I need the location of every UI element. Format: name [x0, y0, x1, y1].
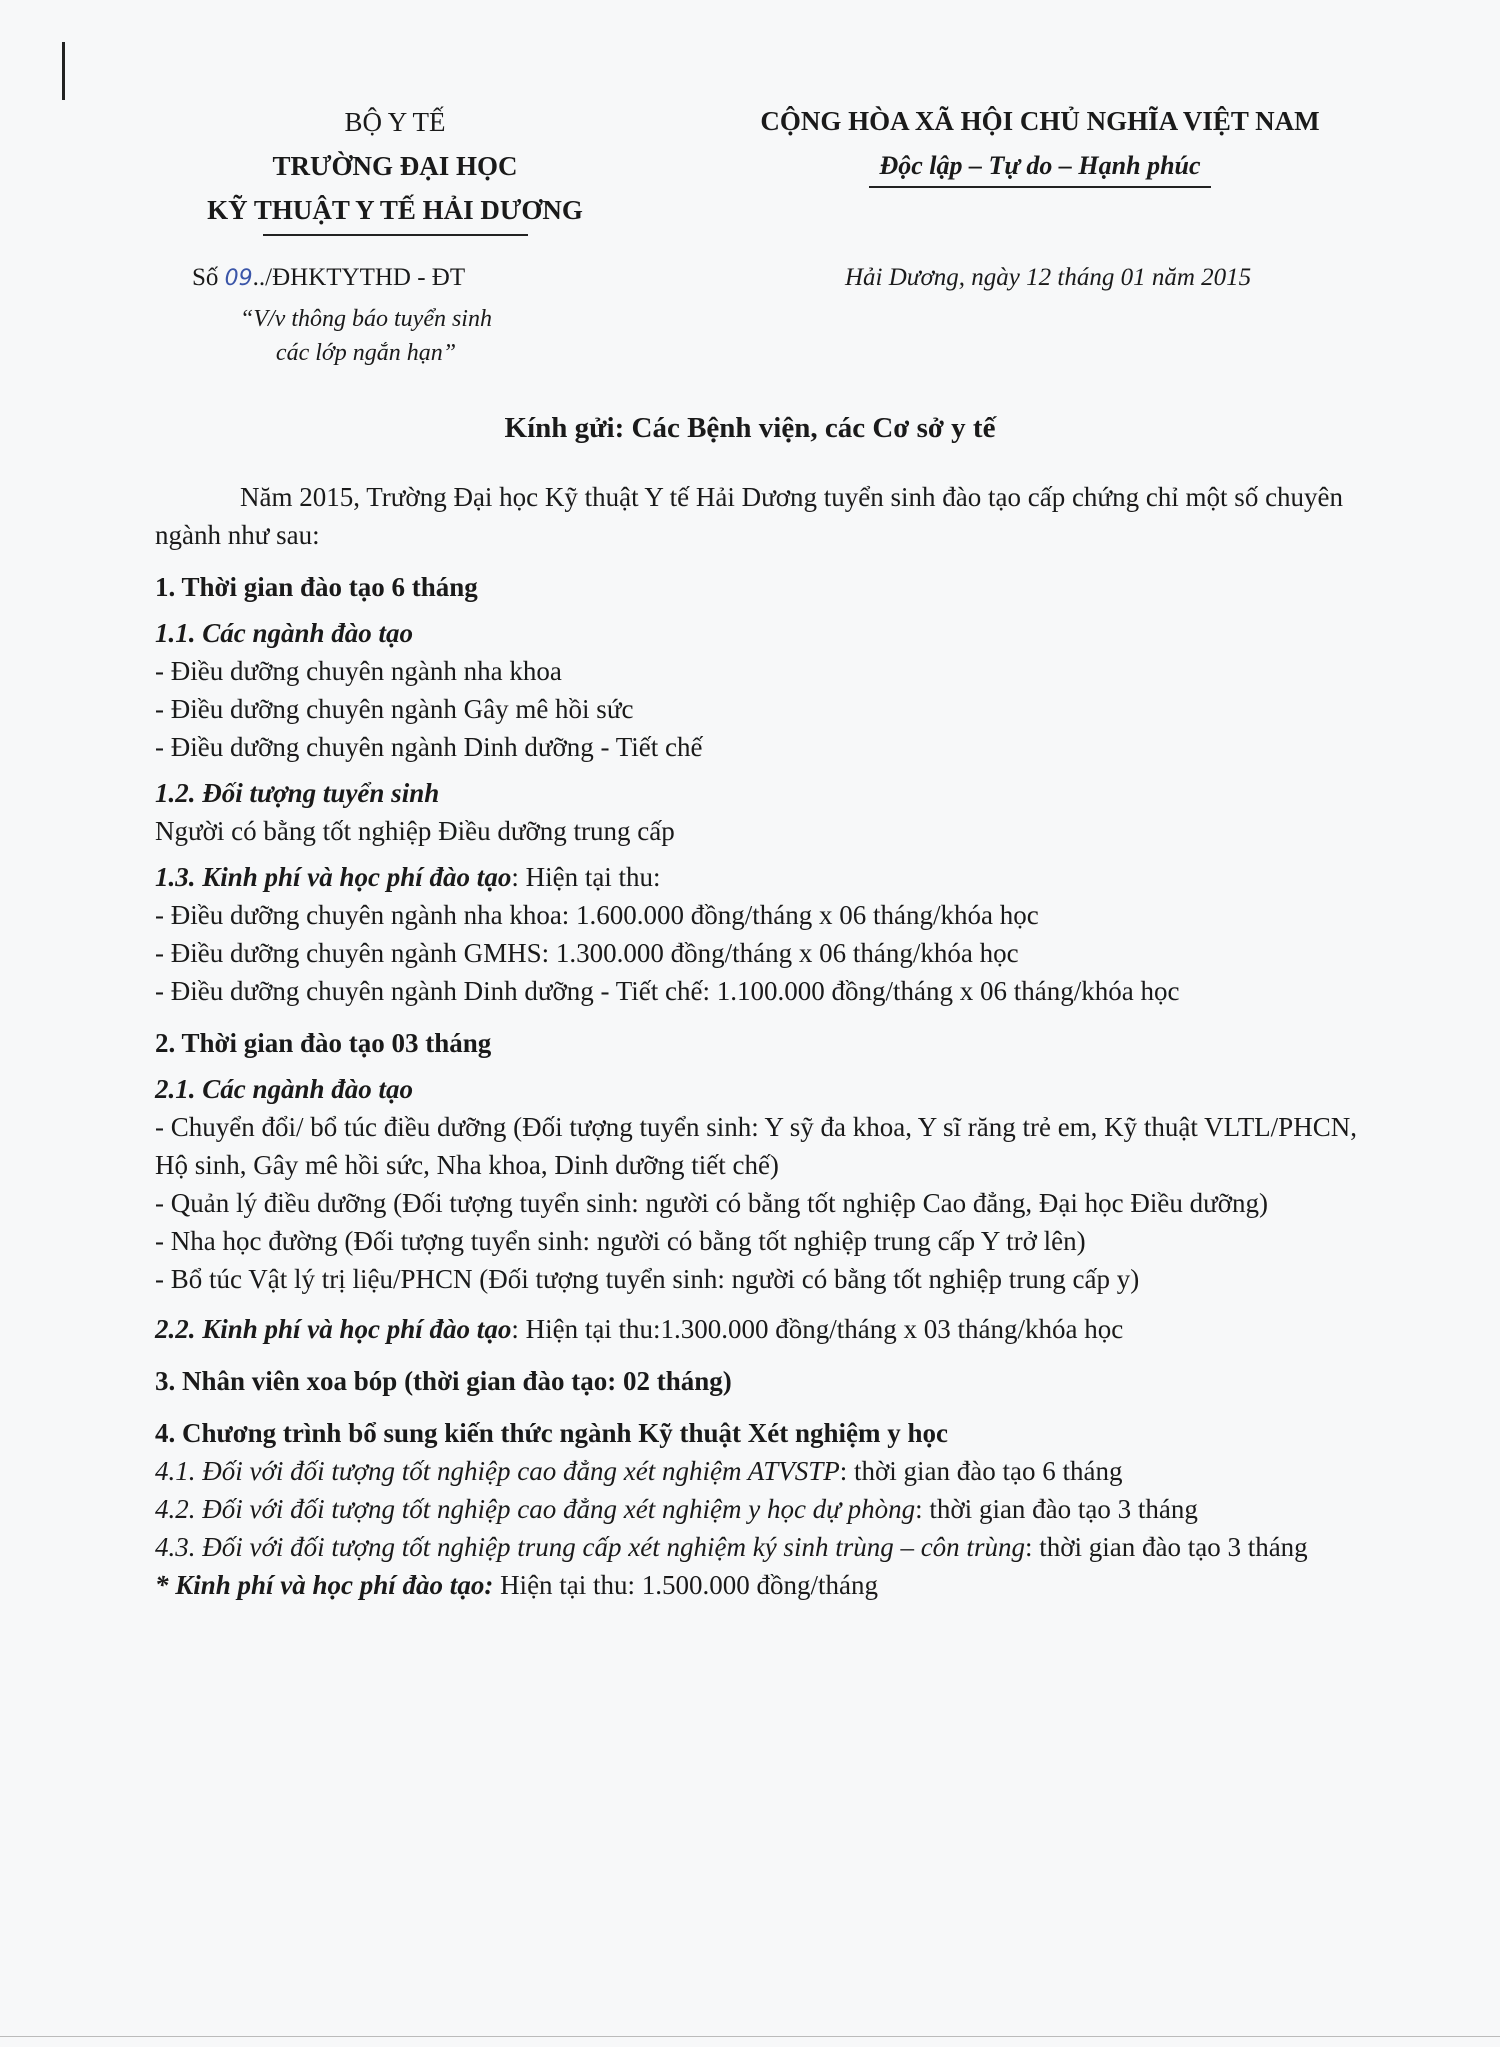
- section-2-2-title: 2.2. Kinh phí và học phí đào tạo: [155, 1314, 512, 1344]
- section-1-1-title: 1.1. Các ngành đào tạo: [155, 618, 414, 648]
- list-item: - Điều dưỡng chuyên ngành GMHS: 1.300.000 đồng/tháng x 06 tháng/khóa học: [155, 938, 1019, 968]
- list-item: - Điều dưỡng chuyên ngành Gây mê hồi sức: [155, 694, 634, 724]
- list-item: - Quản lý điều dưỡng (Đối tượng tuyển sinh: người có bằng tốt nghiệp Cao đẳng, Đại học Điều dưỡng): [155, 1188, 1268, 1218]
- section-1-2-text: Người có bằng tốt nghiệp Điều dưỡng trung cấp: [155, 816, 675, 846]
- document-body: [155, 478, 1370, 1604]
- section-4-2: 4.2. Đối với đối tượng tốt nghiệp cao đẳng xét nghiệm y học dự phòng: thời gian đào tạo 3 tháng: [155, 1494, 1198, 1524]
- list-item: - Điều dưỡng chuyên ngành Dinh dưỡng - Tiết chế: 1.100.000 đồng/tháng x 06 tháng/khóa học: [155, 976, 1180, 1006]
- motto-underline: [869, 186, 1211, 188]
- section-4-title: 4. Chương trình bổ sung kiến thức ngành Kỹ thuật Xét nghiệm y học: [155, 1418, 949, 1448]
- section-1-3-title: 1.3. Kinh phí và học phí đào tạo: [155, 862, 512, 892]
- section-1-3-line: 1.3. Kinh phí và học phí đào tạo: Hiện tại thu:: [155, 862, 661, 892]
- page-bottom-edge: [0, 2036, 1500, 2037]
- list-item: - Điều dưỡng chuyên ngành nha khoa: 1.600.000 đồng/tháng x 06 tháng/khóa học: [155, 900, 1039, 930]
- national-header: [715, 96, 1365, 188]
- date-line: Hải Dương, ngày 12 tháng 01 năm 2015: [845, 264, 1252, 291]
- section-4-fee: * Kinh phí và học phí đào tạo: Hiện tại thu: 1.500.000 đồng/tháng: [155, 1570, 879, 1600]
- country-name: CỘNG HÒA XÃ HỘI CHỦ NGHĨA VIỆT NAM: [760, 106, 1320, 136]
- list-item: - Chuyển đổi/ bổ túc điều dưỡng (Đối tượng tuyển sinh: Y sỹ đa khoa, Y sĩ răng trẻ em, Kỹ thuật VLTL/PHCN, Hộ sinh, Gây mê hồi sức, Nha khoa, Dinh dưỡng tiết chế): [155, 1112, 1357, 1180]
- document-subject: “V/v thông báo tuyển sinh các lớp ngắn hạn”: [240, 306, 492, 366]
- fee-label: * Kinh phí và học phí đào tạo:: [155, 1570, 494, 1600]
- national-motto: Độc lập – Tự do – Hạnh phúc: [879, 151, 1201, 180]
- greeting: Kính gửi: Các Bệnh viện, các Cơ sở y tế: [504, 412, 996, 444]
- school-name-line1: TRƯỜNG ĐẠI HỌC: [272, 151, 518, 181]
- list-item: - Bổ túc Vật lý trị liệu/PHCN (Đối tượng tuyển sinh: người có bằng tốt nghiệp trung cấp y): [155, 1264, 1140, 1294]
- intro-paragraph: Năm 2015, Trường Đại học Kỹ thuật Y tế Hải Dương tuyển sinh đào tạo cấp chứng chỉ một số chuyên ngành như sau:: [155, 482, 1344, 550]
- list-item: - Nha học đường (Đối tượng tuyển sinh: người có bằng tốt nghiệp trung cấp Y trở lên): [155, 1226, 1086, 1256]
- issuer-underline: [263, 234, 528, 236]
- section-2-2-line: 2.2. Kinh phí và học phí đào tạo: Hiện tại thu:1.300.000 đồng/tháng x 03 tháng/khóa học: [155, 1314, 1124, 1344]
- section-2-title: 2. Thời gian đào tạo 03 tháng: [155, 1028, 492, 1058]
- section-1-2-title: 1.2. Đối tượng tuyển sinh: [155, 778, 440, 808]
- section-3-title: 3. Nhân viên xoa bóp (thời gian đào tạo: 02 tháng): [155, 1366, 732, 1396]
- school-name-line2: KỸ THUẬT Y TẾ HẢI DƯƠNG: [207, 195, 583, 225]
- section-4-1: 4.1. Đối với đối tượng tốt nghiệp cao đẳng xét nghiệm ATVSTP: thời gian đào tạo 6 tháng: [155, 1456, 1123, 1486]
- handwritten-number: 09: [224, 266, 253, 291]
- section-2-1-title: 2.1. Các ngành đào tạo: [155, 1074, 414, 1104]
- scan-mark: [62, 42, 65, 100]
- list-item: - Điều dưỡng chuyên ngành nha khoa: [155, 656, 562, 686]
- section-4-3: 4.3. Đối với đối tượng tốt nghiệp trung cấp xét nghiệm ký sinh trùng – côn trùng: thời gian đào tạo 3 tháng: [155, 1532, 1308, 1562]
- section-1-title: 1. Thời gian đào tạo 6 tháng: [155, 572, 478, 602]
- issuer-block: [160, 100, 630, 236]
- list-item: - Điều dưỡng chuyên ngành Dinh dưỡng - Tiết chế: [155, 732, 703, 762]
- ministry-name: BỘ Y TẾ: [344, 107, 446, 137]
- document-number: Số 09../ĐHKTYTHD - ĐT: [192, 264, 466, 291]
